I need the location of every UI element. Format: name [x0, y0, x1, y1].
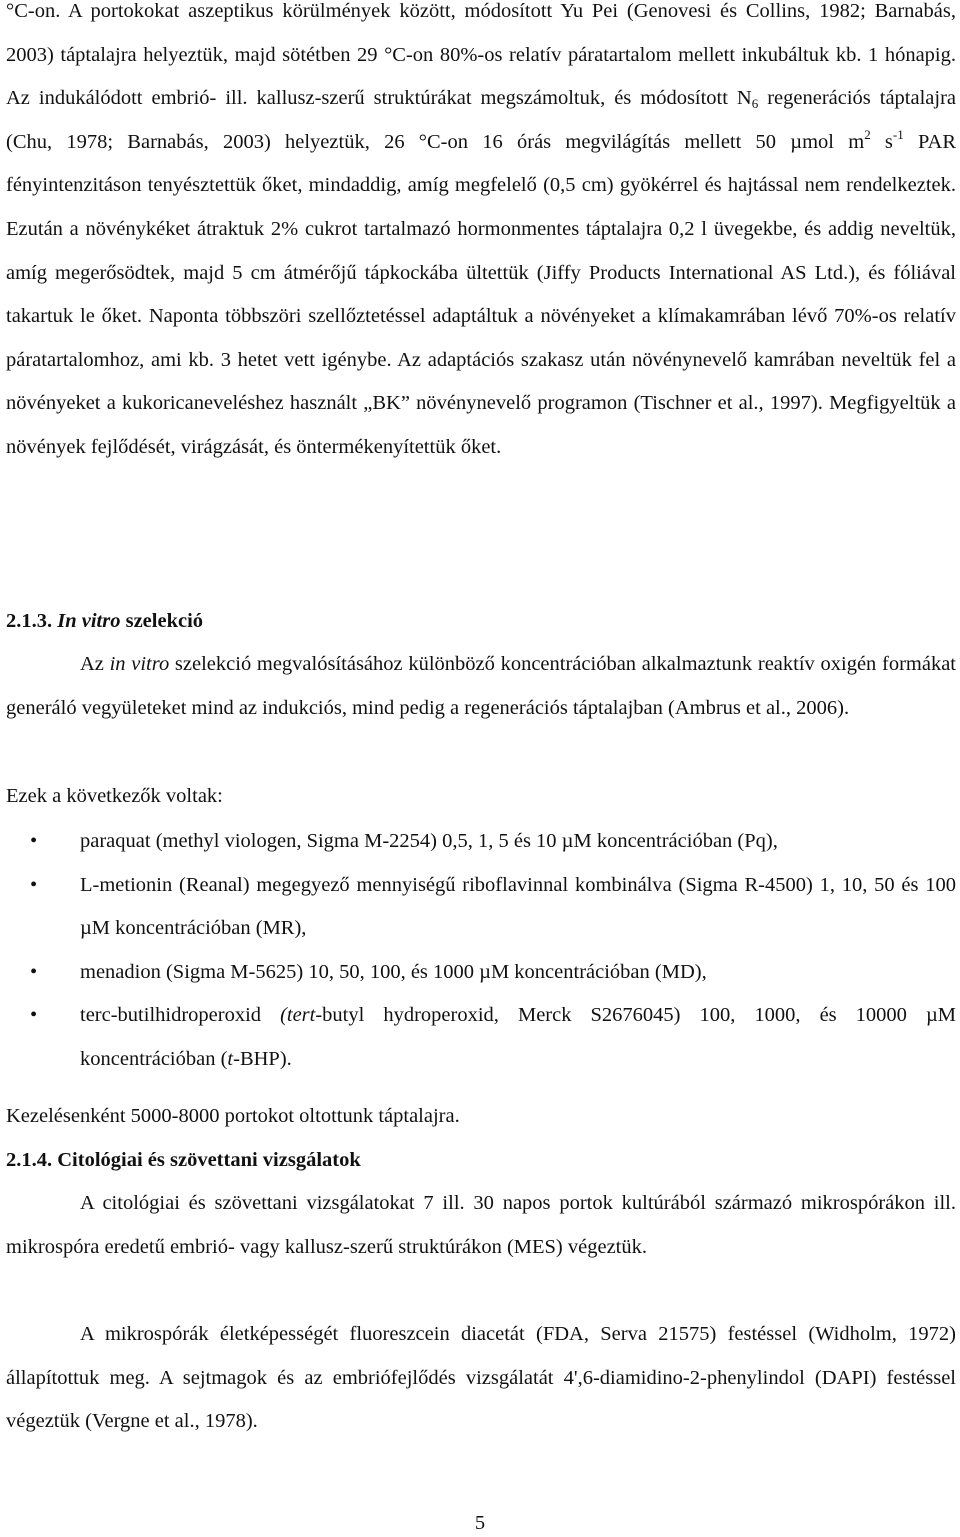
bullet-icon: •	[30, 873, 38, 896]
page-number: 5	[474, 1512, 486, 1534]
bullet-icon: •	[30, 960, 38, 983]
list-item-menadion: • menadion (Sigma M-5625) 10, 50, 100, és 1000 µM koncentrációban (MD),	[6, 951, 956, 995]
paragraph-in-vitro-selection: Az in vitro szelekció megvalósításához különböző koncentrációban alkalmaztunk reaktív oxigén formákat generáló vegyületeket mind az indukciós, mind pedig a regenerációs táptalajban (Ambrus et al., 2006).	[6, 653, 956, 719]
paragraph-culture-method: °C-on. A portokokat aszeptikus körülmények között, módosított Yu Pei (Genovesi és Collins, 1982; Barnabás, 2003) táptalajra helyeztük, majd sötétben 29 °C-on 80%-os relatív páratartalom mellett inkubáltuk kb. 1 hónapig. Az indukálódott embrió- ill. kallusz-szerű struktúrákat megszámoltuk, és módosított $N_6$ regenerációs táptalajra (Chu, 1978; Barnabás, 2003) helyeztük, 26 °C-on 16 órás megvilágítás mellett 50 µmol $m^2$ $s^{-1}$ PAR fényintenzitáson tenyésztettük őket, mindaddig, amíg megfelelő (0,5 cm) gyökérrel és hajtással nem rendelkeztek. Ezután a növénykéket átraktuk 2% cukrot tartalmazó hormonmentes táptalajra 0,2 l üvegekbe, és addig neveltük, amíg megerősödtek, majd 5 cm átmérőjű tápkockába ültettük (Jiffy Products International AS Ltd.), és fóliával takartuk le őket. Naponta többszöri szellőztetéssel adaptáltuk a növényeket a klímakamrában lévő 70%-os relatív páratartalomhoz, ami kb. 3 hetet vett igénybe. Az adaptációs szakasz után növénynevelő kamrában neveltük fel a növényeket a kukoricaneveléshez használt „BK” növénynevelő programon (Tischner et al., 1997). Megfigyeltük a növények fejlődését, virágzását, és öntermékenyítettük őket.	[6, 0, 957, 458]
list-item-l-metionin: • L-metionin (Reanal) megegyező mennyiségű riboflavinnal kombinálva (Sigma R-4500) 1, 10, 50 és 100 µM koncentrációban (MR),	[6, 864, 956, 951]
paragraph-staining: A mikrospórák életképességét fluoreszcein diacetát (FDA, Serva 21575) festéssel (Widholm, 1972) állapítottuk meg. A sejtmagok és az embriófejlődés vizsgálatát 4',6-diamidino-2-phenylindol (DAPI) festéssel végeztük (Vergne et al., 1978).	[6, 1323, 956, 1433]
paragraph-list-intro: Ezek a következők voltak:	[6, 785, 223, 807]
list-item-paraquat: • paraquat (methyl viologen, Sigma M-2254) 0,5, 1, 5 és 10 µM koncentrációban (Pq),	[6, 820, 956, 864]
bullet-icon: •	[30, 1004, 38, 1027]
paragraph-cytology: A citológiai és szövettani vizsgálatokat 7 ill. 30 napos portok kultúrából származó mikrospórákon ill. mikrospóra eredetű embrió- vagy kallusz-szerű struktúrákon (MES) végeztük.	[6, 1192, 956, 1258]
section-heading-2-1-3: 2.1.3. In vitro szelekció	[6, 610, 204, 632]
compound-list	[6, 820, 956, 1082]
paragraph-treatment-count: Kezelésenként 5000-8000 portokot oltottunk táptalajra.	[6, 1105, 460, 1127]
bullet-icon: •	[30, 830, 38, 852]
section-heading-2-1-4: 2.1.4. Citológiai és szövettani vizsgálatok	[6, 1149, 361, 1171]
list-item-terc-butilhidroperoxid: • terc-butilhidroperoxid (tert-butyl hydroperoxid, Merck S2676045) 100, 1000, és 10000 µM koncentrációban (t-BHP).	[6, 994, 956, 1081]
